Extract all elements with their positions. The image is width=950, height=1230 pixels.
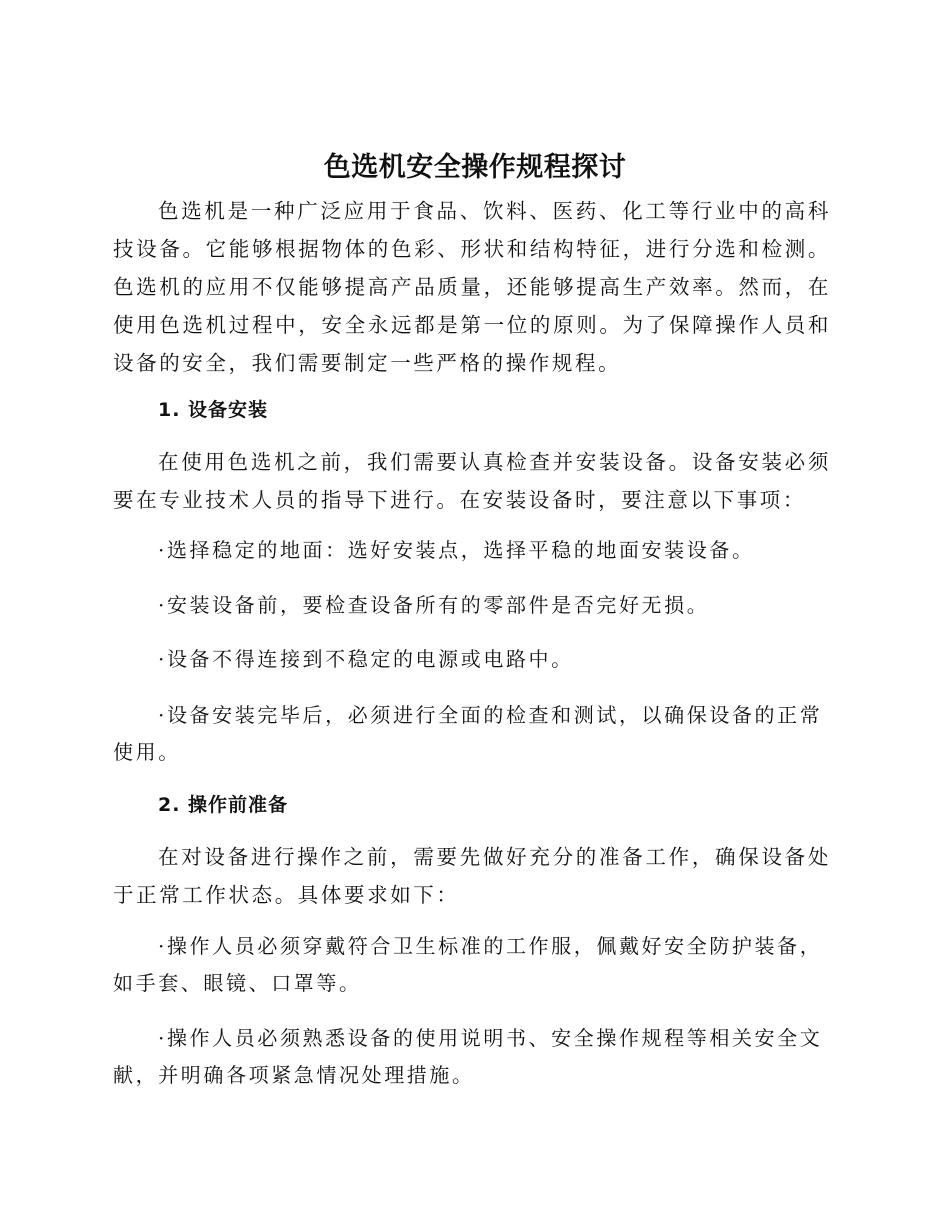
document-title: 色选机安全操作规程探讨 <box>323 152 627 183</box>
bullet-item: ·设备不得连接到不稳定的电源或电路中。 <box>158 647 574 671</box>
intro-paragraph: 色选机是一种广泛应用于食品、饮料、医药、化工等行业中的高科技设备。它能够根据物体的色彩、形状和结构特征，进行分选和检测。色选机的应用不仅能够提高产品质量，还能够提高生产效率。然而，在使用色选机过程中，安全永远都是第一位的原则。为了保障操作人员和设备的安全，我们需要制定一些严格的操作规程。 <box>113 199 831 375</box>
bullet-item: ·安装设备前，要检查设备所有的零部件是否完好无损。 <box>158 593 710 617</box>
bullet-item: ·选择稳定的地面：选好安装点，选择平稳的地面安装设备。 <box>158 538 755 562</box>
section-intro-preparation: 在对设备进行操作之前，需要先做好充分的准备工作，确保设备处于正常工作状态。具体要求如下： <box>113 845 831 907</box>
bullet-item: ·操作人员必须穿戴符合卫生标准的工作服，佩戴好安全防护装备，如手套、眼镜、口罩等。 <box>113 934 823 995</box>
bullet-item: ·操作人员必须熟悉设备的使用说明书、安全操作规程等相关安全文献，并明确各项紧急情况处理措施。 <box>113 1026 823 1087</box>
section-heading-installation: 1. 设备安装 <box>158 399 269 421</box>
section-heading-preparation: 2. 操作前准备 <box>158 794 289 816</box>
bullet-item: ·设备安装完毕后，必须进行全面的检查和测试，以确保设备的正常使用。 <box>113 703 823 764</box>
section-intro-installation: 在使用色选机之前，我们需要认真检查并安装设备。设备安装必须要在专业技术人员的指导下进行。在安装设备时，要注意以下事项： <box>113 450 831 512</box>
